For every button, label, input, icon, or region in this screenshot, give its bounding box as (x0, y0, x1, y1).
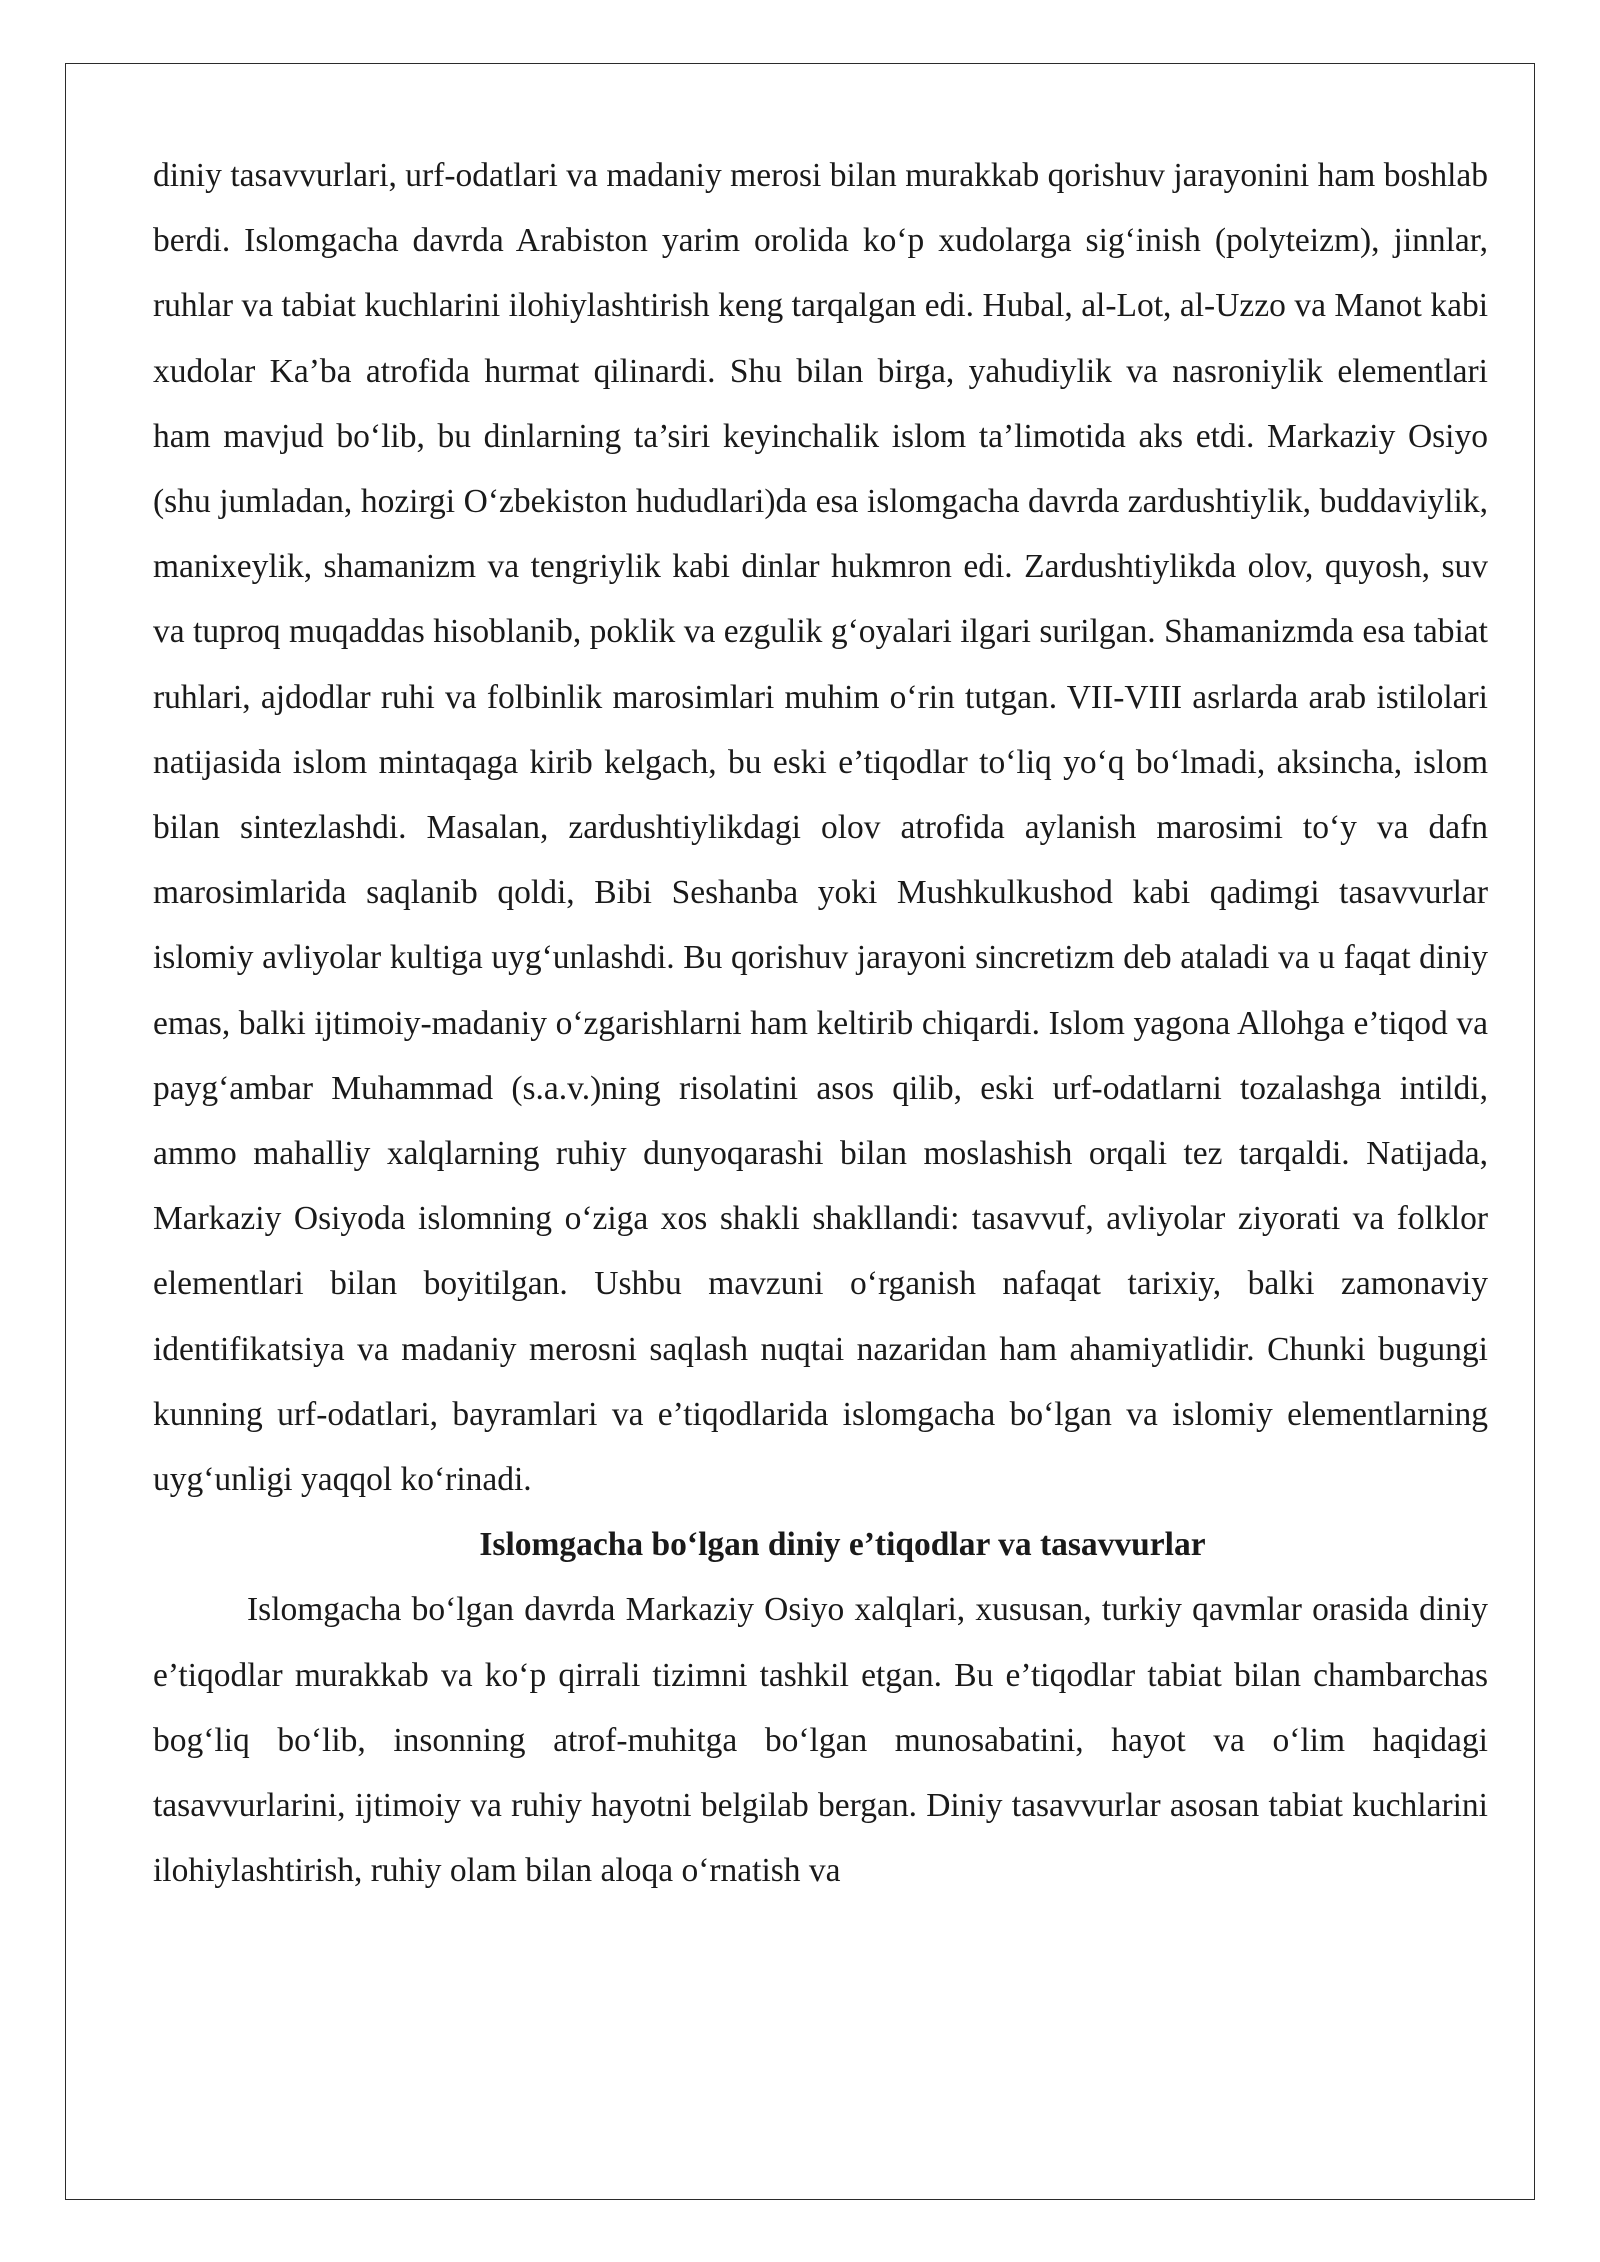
section-heading: Islomgacha boʻlgan diniy e’tiqodlar va tasavvurlar (479, 1526, 1206, 1564)
body-paragraph: diniy tasavvurlari, urf-odatlari va madaniy merosi bilan murakkab qorishuv jarayonini ham boshlab berdi. Islomgacha davrda Arabiston yarim orolida koʻp xudolarga sigʻinish (polyteizm), jinnlar, ruhlar va tabiat kuchlarini ilohiylashtirish keng tarqalgan edi. Hubal, al-Lot, al-Uzzo va Manot kabi xudolar Ka’ba atrofida hurmat qilinardi. Shu bilan birga, yahudiylik va nasroniylik elementlari ham mavjud boʻlib, bu dinlarning ta’siri keyinchalik islom ta’limotida aks etdi. Markaziy Osiyo (shu jumladan, hozirgi Oʻzbekiston hududlari)da esa islomgacha davrda zardushtiylik, buddaviylik, manixeylik, shamanizm va tengriylik kabi dinlar hukmron edi. Zardushtiylikda olov, quyosh, suv va tuproq muqaddas hisoblanib, poklik va ezgulik gʻoyalari ilgari surilgan. Shamanizmda esa tabiat ruhlari, ajdodlar ruhi va folbinlik marosimlari muhim oʻrin tutgan. VII-VIII asrlarda arab istilolari natijasida islom mintaqaga kirib kelgach, bu eski e’tiqodlar toʻliq yoʻq boʻlmadi, aksincha, islom bilan sintezlashdi. Masalan, zardushtiylikdagi olov atrofida aylanish marosimi toʻy va dafn marosimlarida saqlanib qoldi, Bibi Seshanba yoki Mushkulkushod kabi qadimgi tasavvurlar islomiy avliyolar kultiga uygʻunlashdi. Bu qorishuv jarayoni sincretizm deb ataladi va u faqat diniy emas, balki ijtimoiy-madaniy oʻzgarishlarni ham keltirib chiqardi. Islom yagona Allohga e’tiqod va paygʻambar Muhammad (s.a.v.)ning risolatini asos qilib, eski urf-odatlarni tozalashga intildi, ammo mahalliy xalqlarning ruhiy dunyoqarashi bilan moslashish orqali tez tarqaldi. Natijada, Markaziy Osiyoda islomning oʻziga xos shakli shakllandi: tasavvuf, avliyolar ziyorati va folklor elementlari bilan boyitilgan. Ushbu mavzuni oʻrganish nafaqat tarixiy, balki zamonaviy identifikatsiya va madaniy merosni saqlash nuqtai nazaridan ham ahamiyatlidir. Chunki bugungi kunning urf-odatlari, bayramlari va e’tiqodlarida islomgacha boʻlgan va islomiy elementlarning uygʻunligi yaqqol koʻrinadi. (153, 157, 1488, 1499)
body-paragraph: Islomgacha boʻlgan davrda Markaziy Osiyo xalqlari, xususan, turkiy qavmlar orasida diniy e’tiqodlar murakkab va koʻp qirrali tizimni tashkil etgan. Bu e’tiqodlar tabiat bilan chambarchas bogʻliq boʻlib, insonning atrof-muhitga boʻlgan munosabatini, hayot va oʻlim haqidagi tasavvurlarini, ijtimoiy va ruhiy hayotni belgilab bergan. Diniy tasavvurlar asosan tabiat kuchlarini ilohiylashtirish, ruhiy olam bilan aloqa oʻrnatish va (153, 1591, 1488, 1890)
document-body (153, 143, 1488, 1903)
